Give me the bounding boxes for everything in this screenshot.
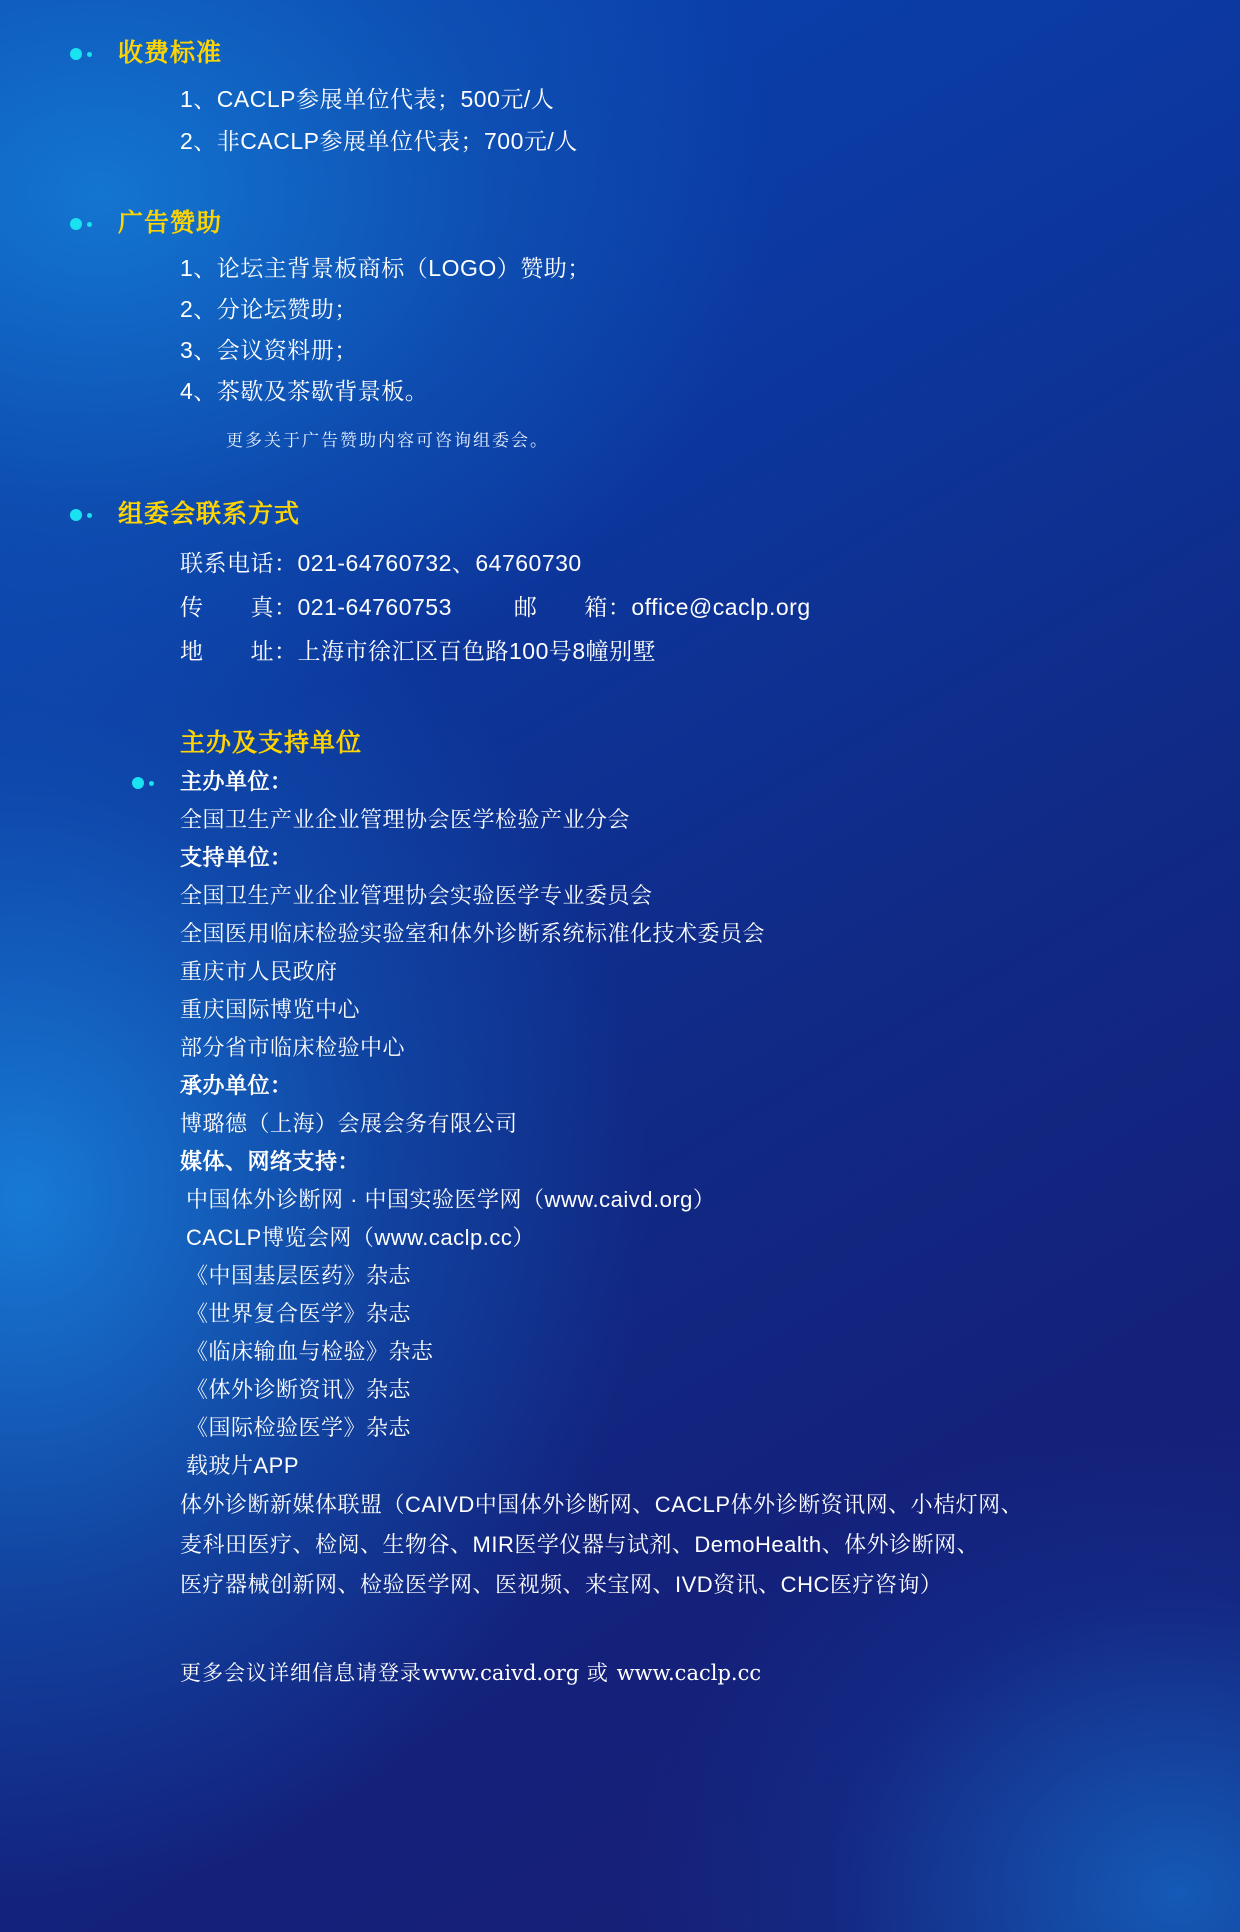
undertaker-item: 博璐德（上海）会展会务有限公司 xyxy=(180,1111,518,1136)
alliance-line: 体外诊断新媒体联盟（CAIVD中国体外诊断网、CACLP体外诊断资讯网、小桔灯网、 xyxy=(180,1492,1024,1517)
alliance-line: 麦科田医疗、检阅、生物谷、MIR医学仪器与试剂、DemoHealth、体外诊断网、 xyxy=(180,1532,980,1557)
section-fees-heading xyxy=(70,36,1170,70)
contact-phone-value: 021-64760732、64760730 xyxy=(297,550,582,576)
alliance-line: 医疗器械创新网、检验医学网、医视频、来宝网、IVD资讯、CHC医疗咨询） xyxy=(180,1572,943,1597)
media-item: 《体外诊断资讯》杂志 xyxy=(186,1377,412,1402)
section-sponsorship xyxy=(70,206,1170,451)
list-item: 2、非CACLP参展单位代表；700元/人 xyxy=(180,128,578,154)
contact-email-value[interactable]: office@caclp.org xyxy=(631,594,811,620)
list-item: 2、分论坛赞助； xyxy=(180,296,358,322)
support-item: 全国医用临床检验实验室和体外诊断系统标准化技术委员会 xyxy=(180,921,766,946)
section-organizers xyxy=(70,763,1170,1605)
media-item: CACLP博览会网（www.caclp.cc） xyxy=(186,1225,535,1250)
contact-phone-label: 联系电话： xyxy=(180,550,298,576)
media-item: 《中国基层医药》杂志 xyxy=(186,1263,412,1288)
bullet-marker-icon xyxy=(70,218,100,230)
support-item: 重庆国际博览中心 xyxy=(180,997,361,1022)
list-item: 1、CACLP参展单位代表；500元/人 xyxy=(180,86,555,112)
support-item: 重庆市人民政府 xyxy=(180,959,338,984)
media-item: 《世界复合医学》杂志 xyxy=(186,1301,412,1326)
undertaker-label: 承办单位： xyxy=(180,1073,293,1098)
sponsorship-list xyxy=(70,248,1170,412)
media-item: 中国体外诊断网 · 中国实验医学网（www.caivd.org） xyxy=(186,1187,716,1212)
bullet-marker-icon xyxy=(70,48,100,60)
list-item: 4、茶歇及茶歇背景板。 xyxy=(180,378,429,404)
media-label: 媒体、网络支持： xyxy=(180,1149,361,1174)
contact-details xyxy=(70,541,1170,673)
section-organizers-title: 主办及支持单位 xyxy=(180,729,363,757)
support-item: 全国卫生产业企业管理协会实验医学专业委员会 xyxy=(180,883,653,908)
contact-email-label: 邮 箱： xyxy=(513,594,632,620)
contact-address-row xyxy=(180,629,1170,673)
list-item: 3、会议资料册； xyxy=(180,337,358,363)
footer-note xyxy=(70,1657,1170,1687)
footer-url-caclp[interactable]: www.caclp.cc xyxy=(616,1661,762,1685)
contact-address-value: 上海市徐汇区百色路100号8幢别墅 xyxy=(297,638,657,664)
contact-fax-email-row xyxy=(180,585,1170,629)
section-contact-title: 组委会联系方式 xyxy=(118,500,301,528)
contact-fax-label: 传 真： xyxy=(180,594,298,620)
media-item: 《临床输血与检验》杂志 xyxy=(186,1339,434,1364)
support-label: 支持单位： xyxy=(180,845,293,870)
host-label: 主办单位： xyxy=(180,769,293,794)
section-sponsorship-heading xyxy=(70,206,1170,240)
contact-phone-row xyxy=(180,541,1170,585)
bullet-marker-icon xyxy=(132,777,162,789)
footer-prefix: 更多会议详细信息请登录 xyxy=(180,1661,422,1685)
fees-list xyxy=(70,78,1170,162)
contact-fax-value: 021-64760753 xyxy=(297,594,452,620)
section-contact-heading xyxy=(70,497,1170,531)
list-item: 1、论坛主背景板商标（LOGO）赞助； xyxy=(180,255,591,281)
sponsorship-note: 更多关于广告赞助内容可咨询组委会。 xyxy=(226,431,549,451)
contact-address-label: 地 址： xyxy=(180,638,298,664)
section-fees xyxy=(70,36,1170,162)
host-item: 全国卫生产业企业管理协会医学检验产业分会 xyxy=(180,807,631,832)
media-item: 《国际检验医学》杂志 xyxy=(186,1415,412,1440)
media-item: 载玻片APP xyxy=(186,1453,300,1478)
support-item: 部分省市临床检验中心 xyxy=(180,1035,406,1060)
footer-url-caivd[interactable]: www.caivd.org xyxy=(422,1661,580,1685)
section-sponsorship-title: 广告赞助 xyxy=(118,209,223,237)
footer-conj: 或 xyxy=(579,1661,617,1685)
section-contact xyxy=(70,497,1170,673)
section-fees-title: 收费标准 xyxy=(118,39,223,67)
bullet-marker-icon xyxy=(70,509,100,521)
